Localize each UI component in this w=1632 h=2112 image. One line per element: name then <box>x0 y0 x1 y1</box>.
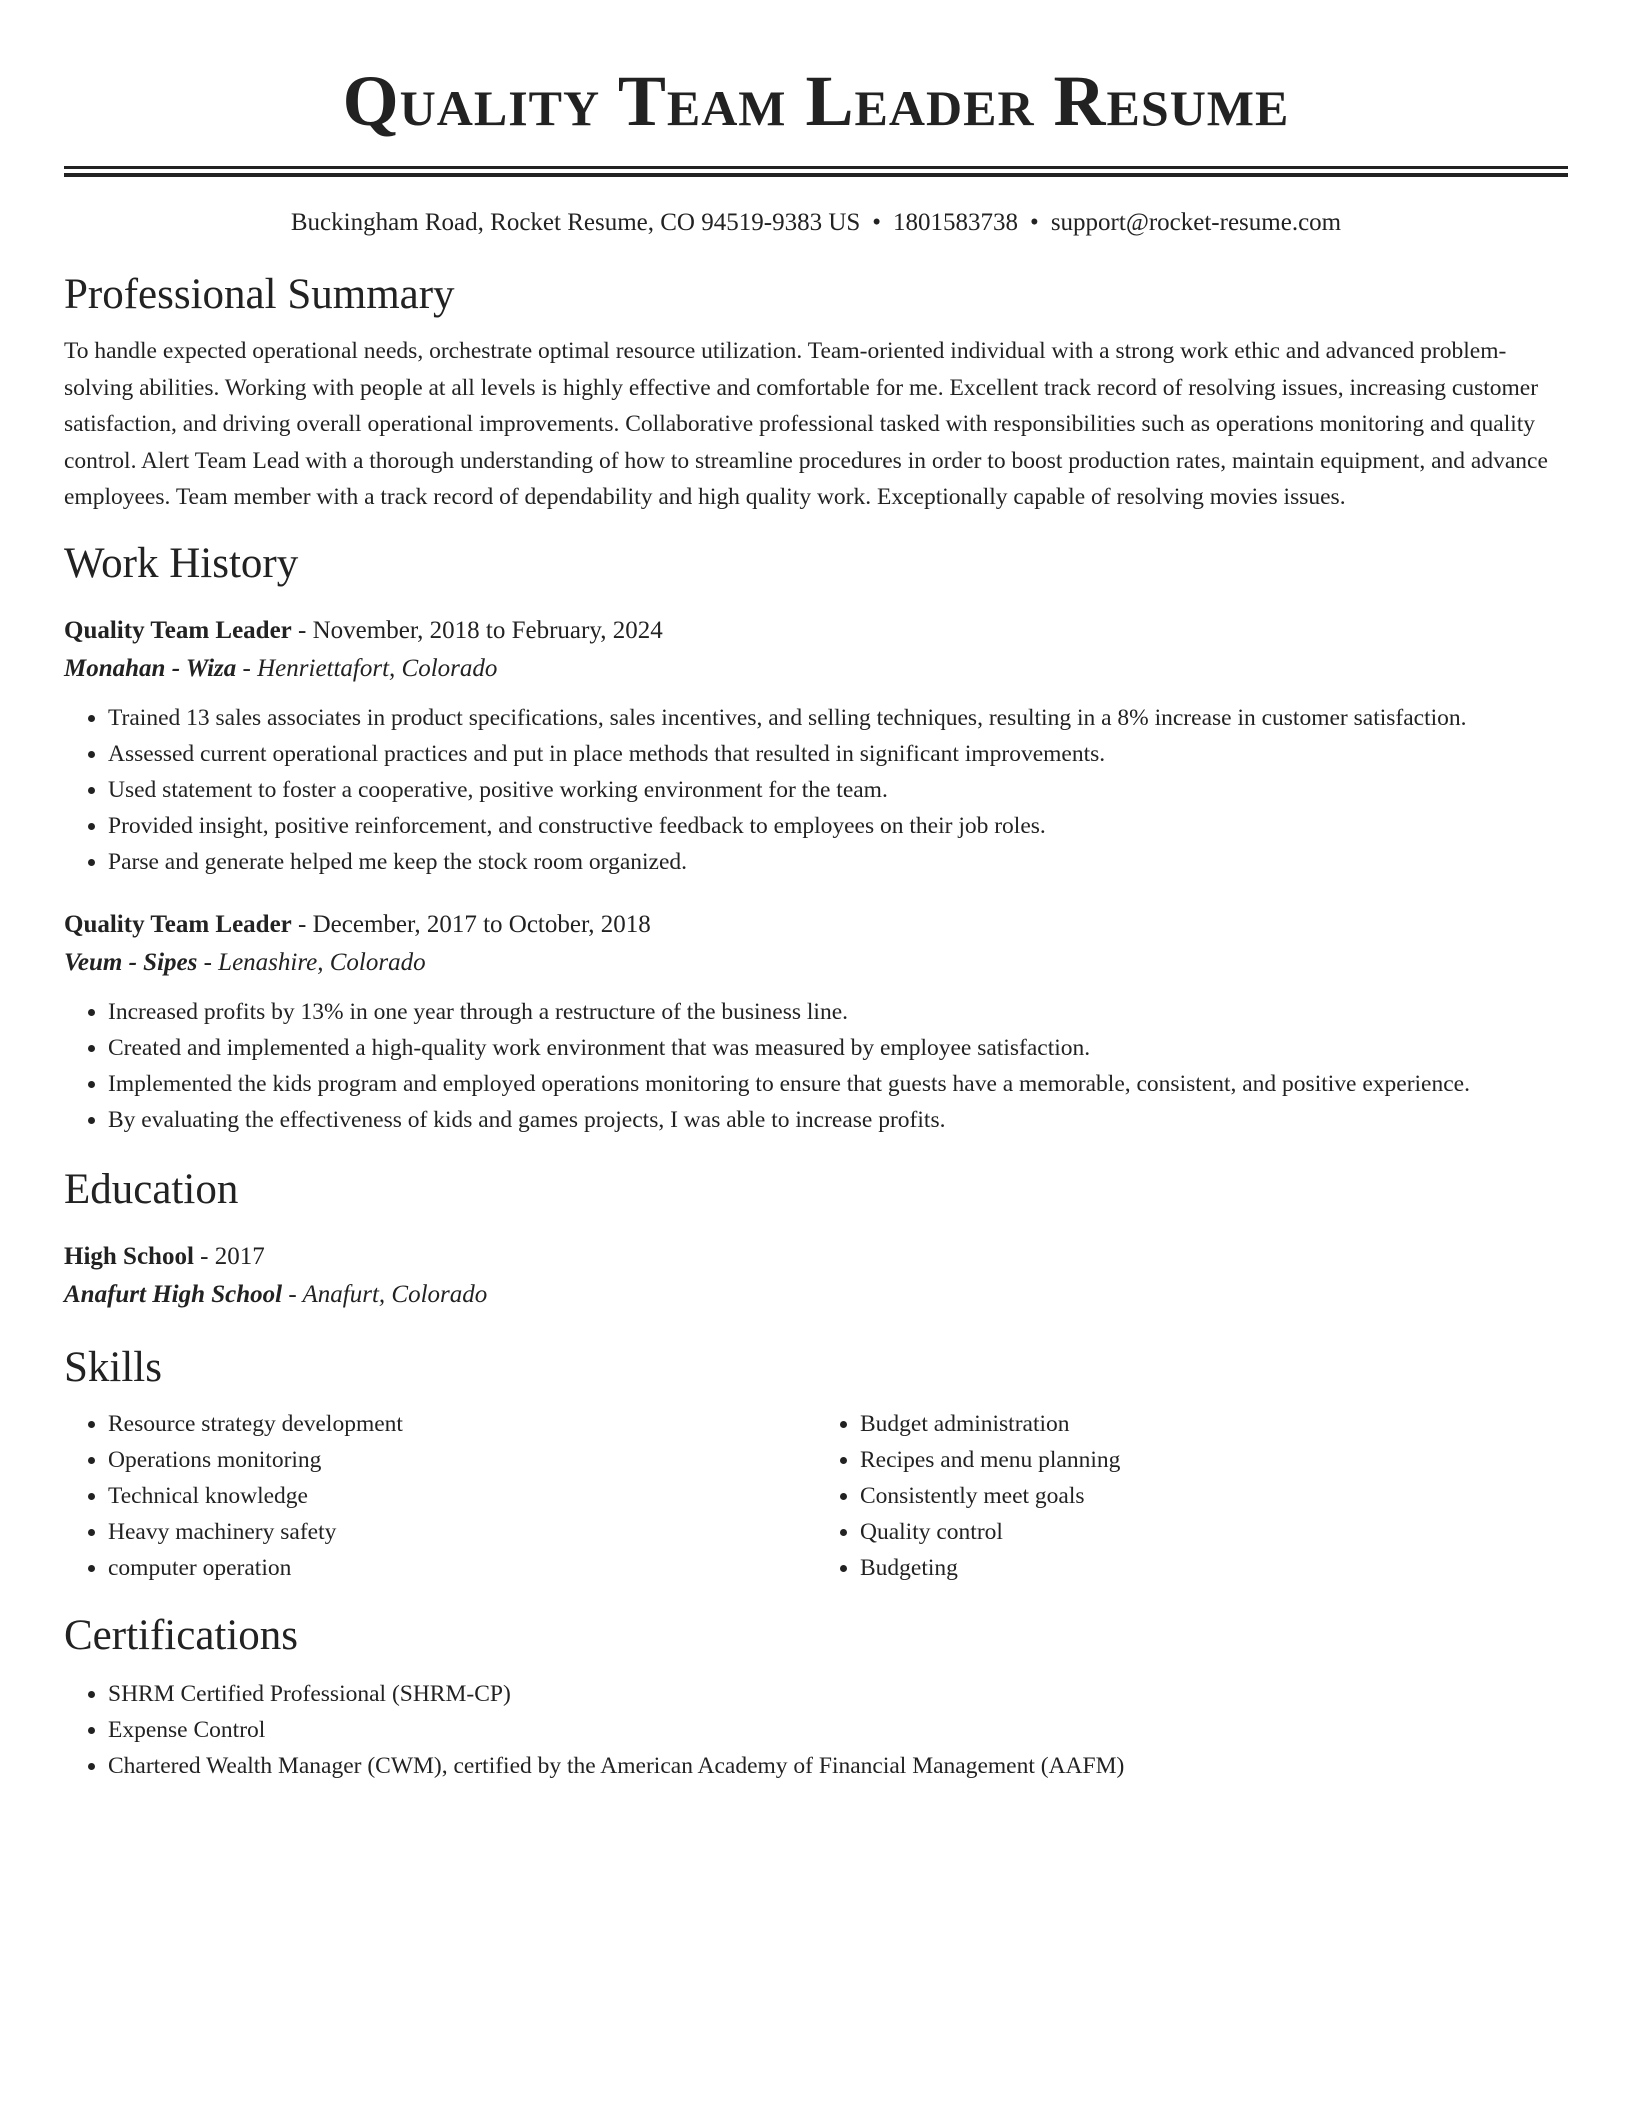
list-item: • Consistently meet goals <box>860 1478 1568 1514</box>
list-item: • Provided insight, positive reinforcement, and constructive feedback to employees on their job roles. <box>108 808 1568 844</box>
work-history-section <box>64 536 1568 1138</box>
education-degree-line <box>64 1238 1568 1276</box>
contact-separator: • <box>872 209 882 236</box>
work-history-heading: Work History <box>64 539 299 587</box>
contact-email: support@rocket-resume.com <box>1050 209 1342 236</box>
certifications-list <box>64 1676 1568 1784</box>
skills-column-left <box>64 1406 816 1586</box>
list-item: • By evaluating the effectiveness of kids and games projects, I was able to increase profits. <box>108 1102 1568 1138</box>
page-title: Quality Team Leader Resume <box>342 61 1290 141</box>
education-location: - Anafurt, Colorado <box>282 1280 488 1308</box>
contact-separator: • <box>1030 209 1039 236</box>
list-item: • Budgeting <box>860 1550 1568 1586</box>
job-company: Monahan - Wiza <box>64 654 237 682</box>
job-company: Veum - Sipes <box>64 948 198 976</box>
job-title: Quality Team Leader <box>64 910 292 938</box>
list-item: • Technical knowledge <box>108 1478 816 1514</box>
education-entry <box>64 1238 1568 1314</box>
list-item: • Quality control <box>860 1514 1568 1550</box>
education-year: - 2017 <box>193 1242 265 1270</box>
summary-section <box>64 267 1568 516</box>
list-item: • Trained 13 sales associates in product specifications, sales incentives, and selling techniques, resulting in a 8% increase in customer satisfaction. <box>108 700 1568 736</box>
certifications-section <box>64 1608 1568 1784</box>
title-divider <box>64 166 1568 177</box>
education-heading: Education <box>64 1165 239 1213</box>
skills-grid <box>64 1406 1568 1586</box>
list-item: • Heavy machinery safety <box>108 1514 816 1550</box>
job-title: Quality Team Leader <box>64 616 292 644</box>
list-item: • computer operation <box>108 1550 816 1586</box>
skills-section <box>64 1340 1568 1586</box>
list-item: • Parse and generate helped me keep the stock room organized. <box>108 844 1568 880</box>
list-item: • Used statement to foster a cooperative, positive working environment for the team. <box>108 772 1568 808</box>
education-school: Anafurt High School <box>64 1280 283 1308</box>
skills-heading: Skills <box>64 1343 162 1391</box>
job-dates: - December, 2017 to October, 2018 <box>291 910 651 938</box>
list-item: • SHRM Certified Professional (SHRM-CP) <box>108 1676 1568 1712</box>
contact-phone: 1801583738 <box>893 209 1019 236</box>
contact-address: Buckingham Road, Rocket Resume, CO 94519-9383 US <box>290 209 861 236</box>
list-item: • Increased profits by 13% in one year through a restructure of the business line. <box>108 994 1568 1030</box>
certifications-heading: Certifications <box>64 1611 299 1659</box>
list-item: • Expense Control <box>108 1712 1568 1748</box>
list-item: • Operations monitoring <box>108 1442 816 1478</box>
job-title-line <box>64 906 1568 944</box>
skills-column-right <box>816 1406 1568 1586</box>
list-item: • Assessed current operational practices and put in place methods that resulted in significant improvements. <box>108 736 1568 772</box>
list-item: • Implemented the kids program and employed operations monitoring to ensure that guests have a memorable, consistent, and positive experience. <box>108 1066 1568 1102</box>
job-company-line <box>64 944 1568 982</box>
education-school-line <box>64 1276 1568 1314</box>
job-location: - Lenashire, Colorado <box>197 948 426 976</box>
job-bullets <box>64 994 1568 1138</box>
job-location: - Henriettafort, Colorado <box>236 654 498 682</box>
education-degree: High School <box>64 1242 194 1270</box>
list-item: • Resource strategy development <box>108 1406 816 1442</box>
job-title-line <box>64 612 1568 650</box>
contact-line <box>64 205 1568 241</box>
list-item: • Chartered Wealth Manager (CWM), certified by the American Academy of Financial Management (AAFM) <box>108 1748 1568 1784</box>
summary-heading: Professional Summary <box>64 271 455 318</box>
list-item: • Budget administration <box>860 1406 1568 1442</box>
job-company-line <box>64 650 1568 688</box>
summary-text: To handle expected operational needs, orchestrate optimal resource utilization. Team-oriented individual with a strong work ethic and advanced problem-solving abilities. Working with people at all levels is highly effective and comfortable for me. Excellent track record of resolving issues, increasing customer satisfaction, and driving overall operational improvements. Collaborative professional tasked with responsibilities such as operations monitoring and quality control. Alert Team Lead with a thorough understanding of how to streamline procedures in order to boost production rates, maintain equipment, and advance employees. Team member with a track record of dependability and high quality work. Exceptionally capable of resolving movies issues. <box>64 338 1548 510</box>
job-entry <box>64 906 1568 1138</box>
education-section <box>64 1162 1568 1314</box>
list-item: • Created and implemented a high-quality work environment that was measured by employee satisfaction. <box>108 1030 1568 1066</box>
job-dates: - November, 2018 to February, 2024 <box>291 616 663 644</box>
job-bullets <box>64 700 1568 880</box>
list-item: • Recipes and menu planning <box>860 1442 1568 1478</box>
job-entry <box>64 612 1568 880</box>
